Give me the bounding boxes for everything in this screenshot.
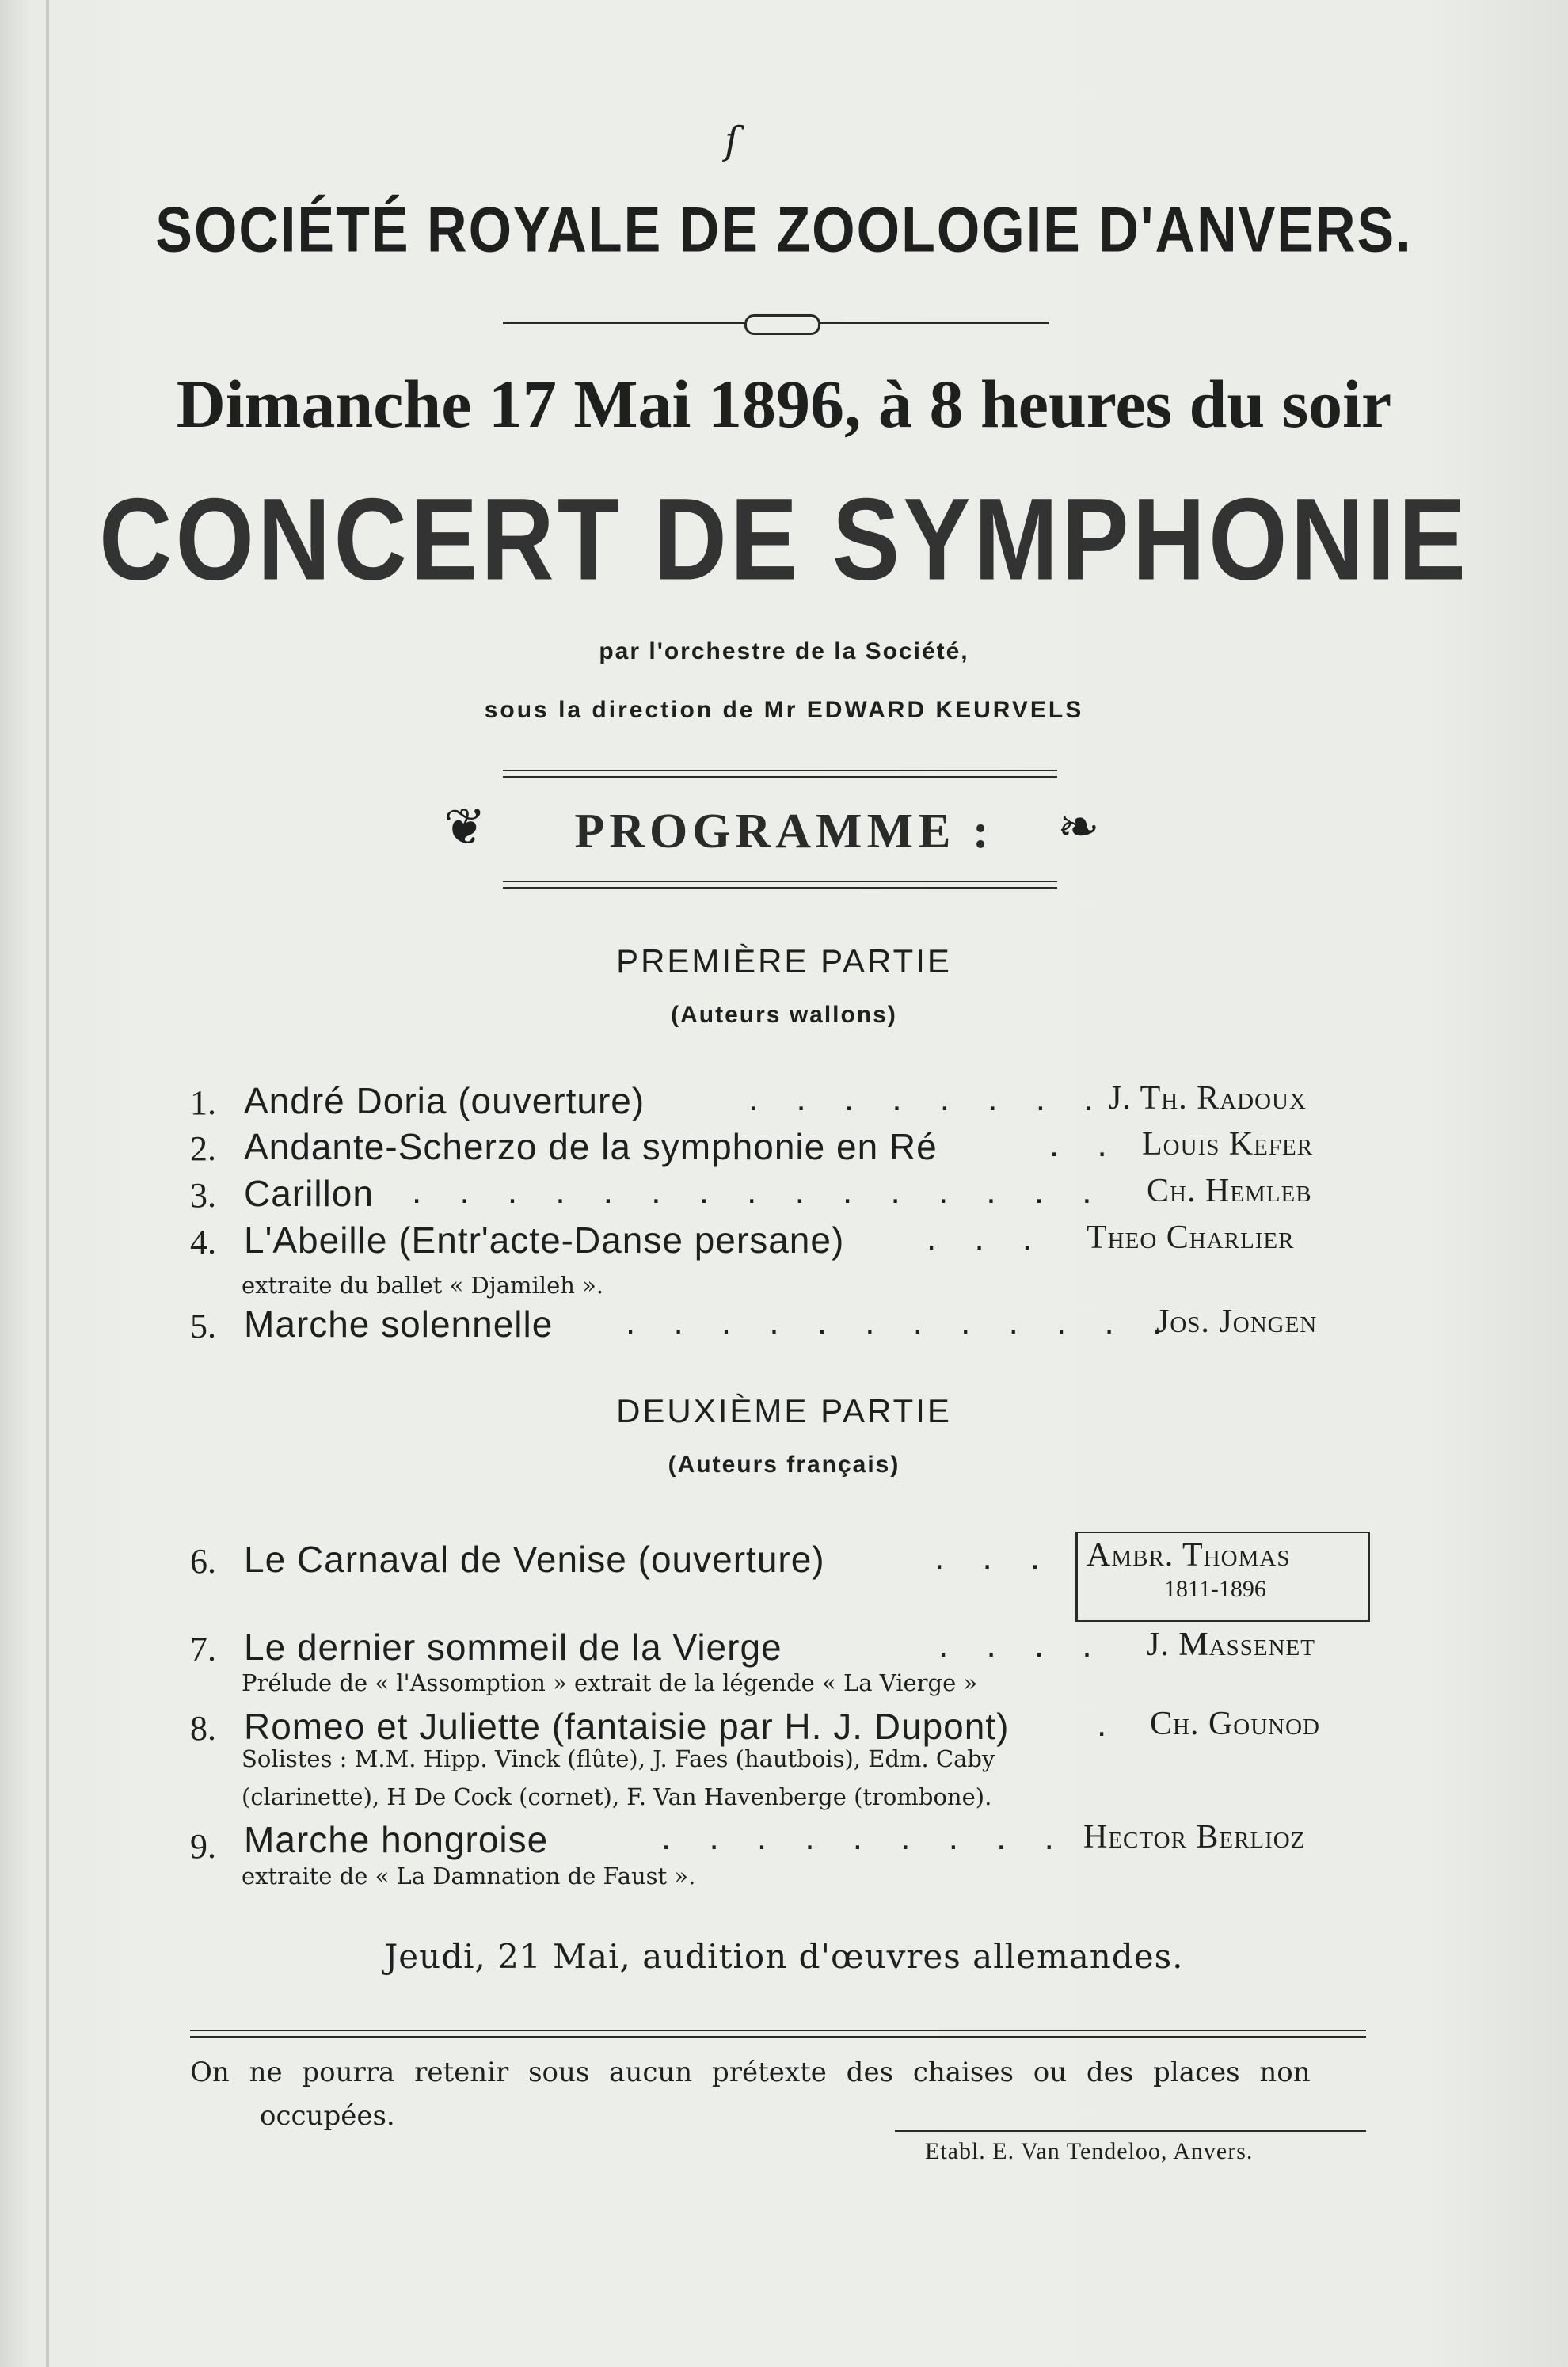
composer-name: J. Th. Radoux xyxy=(1109,1080,1307,1117)
leader-dots: . xyxy=(1097,1705,1121,1744)
part1-title: PREMIÈRE PARTIE xyxy=(616,942,952,980)
item-number: 3. xyxy=(190,1176,216,1215)
item-title: André Doria (ouverture) xyxy=(244,1080,645,1121)
composer-dates: 1811-1896 xyxy=(1164,1576,1266,1602)
leader-dots: . . . . xyxy=(938,1626,1106,1665)
concert-date: Dimanche 17 Mai 1896, à 8 heures du soir xyxy=(176,366,1392,442)
concert-title: CONCERT DE SYMPHONIE xyxy=(99,474,1469,605)
direction-line: sous la direction de Mr EDWARD KEURVELS xyxy=(484,697,1084,723)
page-edge xyxy=(46,0,49,2367)
item-number: 1. xyxy=(190,1083,216,1122)
composer-name: Hector Berlioz xyxy=(1083,1819,1306,1855)
composer-name: J. Massenet xyxy=(1147,1627,1315,1663)
item-title: Romeo et Juliette (fantaisie par H. J. Dupont) xyxy=(244,1706,1010,1747)
notice-text-continued: occupées. xyxy=(260,2100,395,2132)
item-note: extraite de « La Damnation de Faust ». xyxy=(242,1863,696,1889)
item-title: Le dernier sommeil de la Vierge xyxy=(244,1627,782,1668)
leader-dots: . . xyxy=(1049,1125,1121,1164)
item-title: L'Abeille (Entr'acte-Danse persane) xyxy=(244,1220,845,1261)
item-title: Marche solennelle xyxy=(244,1303,554,1345)
programme-rule-top-1 xyxy=(503,770,1057,771)
item-title: Andante-Scherzo de la symphonie en Ré xyxy=(244,1126,938,1167)
leader-dots: . . . . . . . . . xyxy=(661,1818,1068,1857)
part2-subtitle: (Auteurs français) xyxy=(668,1452,900,1478)
orchestra-line: par l'orchestre de la Société, xyxy=(599,638,969,664)
composer-name: Ch. Gounod xyxy=(1150,1706,1321,1742)
leader-dots: . . . xyxy=(927,1219,1047,1258)
leader-dots: . . . . . . . . xyxy=(748,1079,1108,1118)
item-title: Carillon xyxy=(244,1173,374,1214)
leader-dots: . . . . . . . . . . . . xyxy=(626,1303,1177,1341)
item-note: Prélude de « l'Assomption » extrait de la légende « La Vierge » xyxy=(242,1669,978,1696)
printer-credit: Etabl. E. Van Tendeloo, Anvers. xyxy=(925,2138,1254,2164)
rule-ornament xyxy=(744,314,820,335)
printer-rule xyxy=(895,2130,1366,2132)
footer-rule-1 xyxy=(190,2030,1366,2031)
composer-name: Theo Charlier xyxy=(1087,1220,1295,1256)
programme-rule-top-2 xyxy=(503,776,1057,778)
composer-name: Ch. Hemleb xyxy=(1147,1173,1312,1209)
ornament-left-icon: ❦ xyxy=(443,798,486,857)
footer-rule-2 xyxy=(190,2036,1366,2038)
ornament-right-icon: ❧ xyxy=(1057,798,1100,857)
programme-rule-bottom-2 xyxy=(503,887,1057,889)
item-number: 4. xyxy=(190,1223,216,1262)
handwritten-mark: ſ xyxy=(725,119,739,163)
part1-subtitle: (Auteurs wallons) xyxy=(671,1002,897,1028)
item-number: 6. xyxy=(190,1542,216,1581)
composer-name: Louis Kefer xyxy=(1142,1126,1314,1163)
society-name: SOCIÉTÉ ROYALE DE ZOOLOGIE D'ANVERS. xyxy=(155,194,1413,265)
notice-text: On ne pourra retenir sous aucun prétexte des chaises ou des places non xyxy=(190,2057,1311,2088)
composer-name: Jos. Jongen xyxy=(1156,1303,1318,1340)
leader-dots: . . . xyxy=(934,1538,1055,1577)
item-number: 7. xyxy=(190,1630,216,1669)
item-note: extraite du ballet « Djamileh ». xyxy=(242,1272,604,1299)
programme-rule-bottom-1 xyxy=(503,881,1057,882)
item-note-continued: (clarinette), H De Cock (cornet), F. Van Havenberge (trombone). xyxy=(242,1783,992,1810)
item-note: Solistes : M.M. Hipp. Vinck (flûte), J. Faes (hautbois), Edm. Caby xyxy=(242,1745,995,1772)
item-title: Marche hongroise xyxy=(244,1819,549,1860)
composer-name: Ambr. Thomas xyxy=(1087,1537,1291,1574)
item-number: 9. xyxy=(190,1827,216,1866)
programme-title: PROGRAMME : xyxy=(574,805,994,858)
item-title: Le Carnaval de Venise (ouverture) xyxy=(244,1539,825,1580)
part2-title: DEUXIÈME PARTIE xyxy=(616,1392,952,1429)
item-number: 5. xyxy=(190,1307,216,1345)
item-number: 2. xyxy=(190,1129,216,1168)
leader-dots: . . . . . . . . . . . . . . . xyxy=(412,1172,1106,1211)
next-concert-announcement: Jeudi, 21 Mai, audition d'œuvres allemandes. xyxy=(384,1937,1184,1976)
item-number: 8. xyxy=(190,1709,216,1748)
